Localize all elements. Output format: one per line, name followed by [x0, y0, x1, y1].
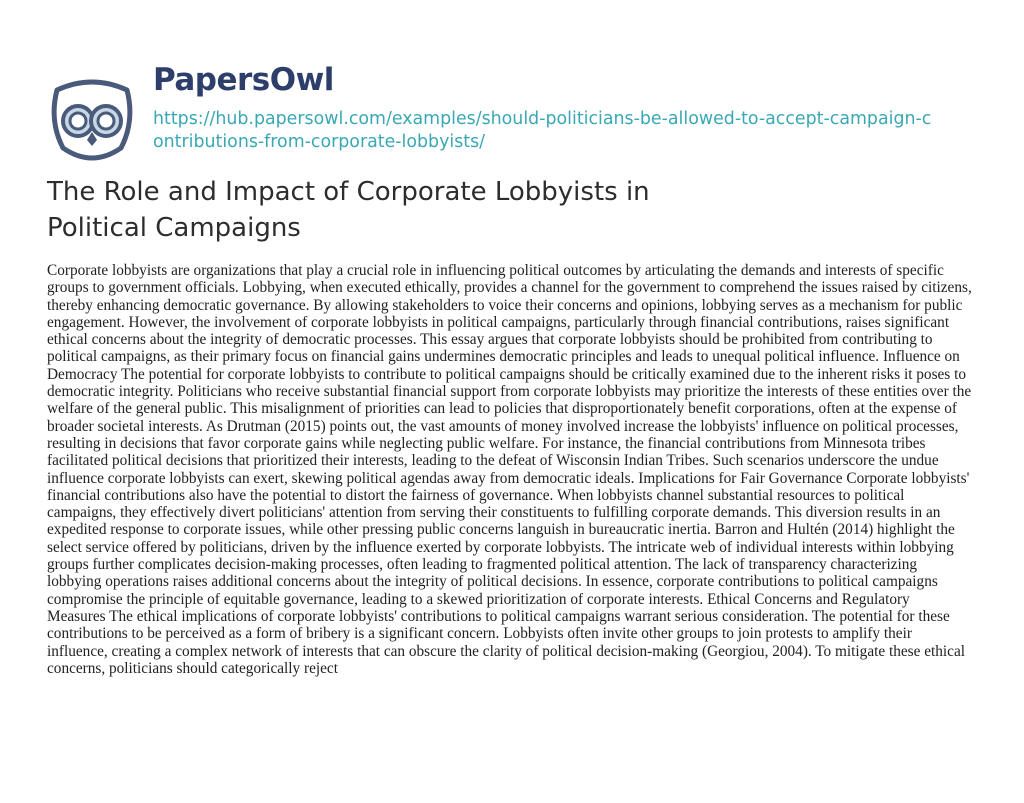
document-title: The Role and Impact of Corporate Lobbyists in Political Campaigns: [47, 177, 650, 243]
owl-logo-icon: [47, 76, 137, 166]
brand-name: PapersOwl: [153, 62, 334, 98]
source-link[interactable]: https://hub.papersowl.com/examples/should-politicians-be-allowed-to-accept-campaign-contributions-from-corporate-lobbyists/: [153, 109, 932, 152]
site-header: [47, 34, 997, 164]
document-body: Corporate lobbyists are organizations that play a crucial role in influencing political outcomes by articulating the demands and interests of specific groups to government officials. Lobbying, when executed ethically, provides a channel for the government to comprehend the issues raised by citizens, thereby enhancing democratic governance. By allowing stakeholders to voice their concerns and opinions, lobbying serves as a mechanism for public engagement. However, the involvement of corporate lobbyists in political campaigns, particularly through financial contributions, raises significant ethical concerns about the integrity of democratic processes. This essay argues that corporate lobbyists should be prohibited from contributing to political campaigns, as their primary focus on financial gains undermines democratic principles and leads to unequal political influence. Influence on Democracy The potential for corporate lobbyists to contribute to political campaigns should be critically examined due to the inherent risks it poses to democratic integrity. Politicians who receive substantial financial support from corporate lobbyists may prioritize the interests of these entities over the welfare of the general public. This misalignment of priorities can lead to policies that disproportionately benefit corporations, often at the expense of broader societal interests. As Drutman (2015) points out, the vast amounts of money involved increase the lobbyists' influence on political processes, resulting in decisions that favor corporate gains while neglecting public welfare. For instance, the financial contributions from Minnesota tribes facilitated political decisions that prioritized their interests, leading to the defeat of Wisconsin Indian Tribes. Such scenarios underscore the undue influence corporate lobbyists can exert, skewing political agendas away from democratic ideals. Implications for Fair Governance Corporate lobbyists' financial contributions also have the potential to distort the fairness of governance. When lobbyists channel substantial resources to political campaigns, they effectively divert politicians' attention from serving their constituents to fulfilling corporate demands. This diversion results in an expedited response to corporate issues, while other pressing public concerns languish in bureaucratic inertia. Barron and Hultén (2014) highlight the select service offered by politicians, driven by the influence exerted by corporate lobbyists. The intricate web of individual interests within lobbying groups further complicates decision-making processes, often leading to fragmented political attention. The lack of transparency characterizing lobbying operations raises additional concerns about the integrity of political decisions. In essence, corporate contributions to political campaigns compromise the principle of equitable governance, leading to a skewed prioritization of corporate interests. Ethical Concerns and Regulatory Measures The ethical implications of corporate lobbyists' contributions to political campaigns warrant serious consideration. The potential for these contributions to be perceived as a form of bribery is a significant concern. Lobbyists often invite other groups to join protests to amplify their influence, creating a complex network of interests that can obscure the clarity of political decision-making (Georgiou, 2004). To mitigate these ethical concerns, politicians should categorically reject: [47, 262, 972, 677]
